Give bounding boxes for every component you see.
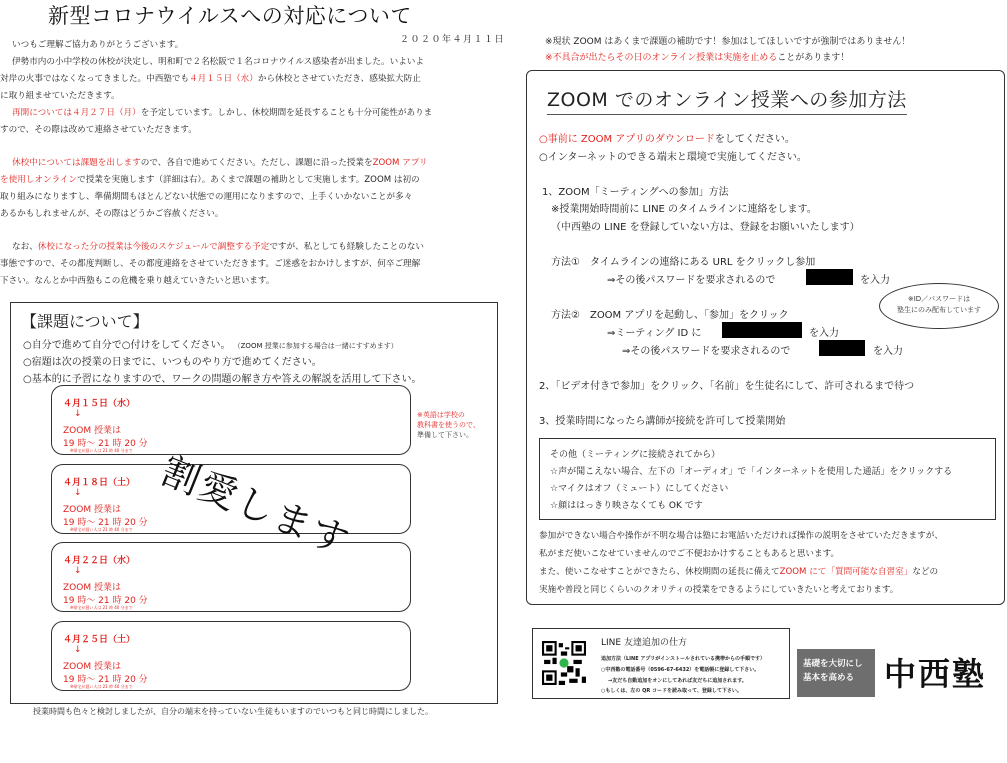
intro-p3-line1: 休校中については課題を出しますので、各自で進めてください。ただし、課題に沿った授業をZOOM アプリ xyxy=(12,158,428,168)
issue-date: ２０２０年４月１１日 xyxy=(400,35,506,45)
intro-p3-line4: あるかもしれませんが、その際はどうかご容赦ください。 xyxy=(0,209,224,219)
overlay-stamp-text: 割愛します xyxy=(155,448,358,565)
schedule-small-note: ※帰宅が遅い人は 21 時 40 分まで xyxy=(70,605,133,610)
closing-line-1: 参加ができない場合や操作が不明な場合は塾にお電話いただければ操作の説明をさせていただきますが、 xyxy=(539,531,943,541)
zoom-step-1: 1、ZOOM「ミーティングへの参加」方法 xyxy=(542,187,729,198)
closing-line-4: 実施や普段と同じくらいのクオリティの授業をできるようにしていきたいと考えております。 xyxy=(539,585,899,595)
line-step-4: ○もしくは、左の QR コードを読み取って、登録して下さい。 xyxy=(601,688,742,694)
enter-label: を入力 xyxy=(860,275,890,286)
zoom-method-1: 方法① タイムラインの連絡にある URL をクリックし参加 xyxy=(551,257,816,268)
zoom-optional-note: ※現状 ZOOM はあくまで課題の補助です！参加はしてほしいですが強制ではありません！ xyxy=(545,37,911,47)
schedule-small-note: ※帰宅が遅い人は 21 時 40 分まで xyxy=(70,448,133,453)
intro-p1-line2: 対岸の火事ではなくなってきました。中西塾でも４月１５日（水）から休校とさせていただき、感染拡大防止 xyxy=(0,74,421,84)
schedule-small-note: ※帰宅が遅い人は 21 時 40 分まで xyxy=(70,684,133,689)
arrow-down-icon: ↓ xyxy=(74,488,82,498)
schedule-date: ４月１５日（水） xyxy=(63,399,136,409)
page-title: 新型コロナウイルスへの対応について xyxy=(48,4,412,28)
line-step-1: 追加方法（LINE アプリがインストールされている携帯からの手順です） xyxy=(601,656,765,662)
schedule-zoom-label: ZOOM 授業は xyxy=(63,426,121,436)
redacted-password xyxy=(806,269,853,285)
zoom-heading: ZOOM でのオンライン授業への参加方法 xyxy=(547,85,907,115)
tip-face: ☆顔ははっきり映さなくても OK です xyxy=(550,501,703,511)
closing-line-3: また、使いこなせすことができたら、休校期間の延長に備えてZOOM にて「質問可能な自習室」などの xyxy=(539,567,939,577)
intro-p3-line3: 取り組みになりますし、準備期間もほとんどない状態での運用になりますので、上手くいかないことが多々 xyxy=(0,192,413,202)
zoom-method-2-password: ⇒その後パスワードを要求されるので xyxy=(622,346,791,357)
other-tips-box xyxy=(539,438,996,520)
schedule-card-1 xyxy=(51,385,411,455)
zoom-step-2: 2、「ビデオ付きで参加」をクリック、「名前」を生徒名にして、許可されるまで待つ xyxy=(539,381,915,392)
intro-p1-line3: に取り組ませていただきます。 xyxy=(0,91,120,101)
schedule-time: 19 時～ 21 時 20 分 xyxy=(63,675,148,685)
schedule-time: 19 時～ 21 時 20 分 xyxy=(63,439,148,449)
schedule-zoom-label: ZOOM 授業は xyxy=(63,505,121,515)
zoom-method-2: 方法② ZOOM アプリを起動し、「参加」をクリック xyxy=(551,310,789,321)
assignment-line-2: ○宿題は次の授業の日までに、いつものやり方で進めてください。 xyxy=(23,357,322,368)
other-tips-title: その他（ミーティングに接続されてから） xyxy=(550,450,721,460)
zoom-step-1-note: ※授業開始時間前に LINE のタイムラインに連絡をします。 xyxy=(551,204,817,215)
schedule-time: 19 時～ 21 時 20 分 xyxy=(63,596,148,606)
qr-code-icon[interactable] xyxy=(542,641,586,685)
redacted-password xyxy=(819,340,865,356)
malfunction-note: ※不具合が出たらその日のオンライン授業は実施を止めることがあります！ xyxy=(545,53,850,63)
arrow-down-icon: ↓ xyxy=(74,645,82,655)
intro-p2-line2: すので、その際は改めて連絡させていただきます。 xyxy=(0,125,197,135)
schedule-zoom-label: ZOOM 授業は xyxy=(63,583,121,593)
enter-label: を入力 xyxy=(873,346,903,357)
tip-audio: ☆声が聞こえない場合、左下の「オーディオ」で「インターネットを使用した通話」をクリックする xyxy=(550,467,953,477)
schedule-zoom-label: ZOOM 授業は xyxy=(63,662,121,672)
intro-p3-line2: を使用しオンラインで授業を実施します（詳細は右）。あくまで課題の補助として実施します。ZOOM は初の xyxy=(0,175,420,185)
arrow-down-icon: ↓ xyxy=(74,566,82,576)
schedule-card-4 xyxy=(51,621,411,691)
tip-mic: ☆マイクはオフ（ミュート）にしてください xyxy=(550,484,729,494)
intro-p4-line1: なお、休校になった分の授業は今後のスケジュールで調整する予定ですが、私としても経験したことのない xyxy=(12,242,425,252)
closing-line-2: 私がまだ使いこなせていませんのでご不便おかけすることもあると思います。 xyxy=(539,549,840,559)
assignment-heading: 【課題について】 xyxy=(21,312,149,331)
intro-p4-line3: 下さい。なんとか中西塾もこの危機を乗り越えていきたいと思います。 xyxy=(0,276,275,286)
assignment-line-1: ○自分で進めて自分で○付けをしてください。 （ZOOM 授業に参加する場合は一緒にすすめます） xyxy=(23,340,398,351)
schedule-date: ４月１８日（土） xyxy=(63,478,136,488)
arrow-down-icon: ↓ xyxy=(74,409,82,419)
schedule-card-3 xyxy=(51,542,411,612)
zoom-prep-1: ○事前に ZOOM アプリのダウンロードをしてください。 xyxy=(539,134,795,145)
brand-logo: 中西塾 xyxy=(884,655,987,693)
line-add-box xyxy=(532,628,790,699)
schedule-date: ４月２５日（土） xyxy=(63,635,136,645)
footer-note: 授業時間も色々と検討しましたが、自分の端末を持っていない生徒もいますのでいつもと同じ時間にしました。 xyxy=(33,707,433,716)
greeting: いつもご理解ご協力ありがとうございます。 xyxy=(12,40,184,50)
zoom-step-3: 3、授業時間になったら講師が接続を許可して授業開始 xyxy=(539,416,786,427)
assignment-line-3: ○基本的に予習になりますので、ワークの問題の解き方や答えの解説を活用して下さい。 xyxy=(23,374,422,385)
zoom-prep-2: ○インターネットのできる端末と環境で実施してください。 xyxy=(539,152,807,163)
schedule-small-note: ※帰宅が遅い人は 21 時 40 分まで xyxy=(70,527,133,532)
schedule-time: 19 時～ 21 時 20 分 xyxy=(63,518,148,528)
slogan-badge: 基礎を大切にし 基本を高める xyxy=(797,649,875,697)
intro-p1-line1: 伊勢市内の小中学校の休校が決定し、明和町で２名松阪で１名コロナウイルス感染者が出ました。いよいよ xyxy=(12,57,424,67)
redacted-meeting-id xyxy=(722,322,802,338)
line-step-2: ○中西塾の電話番号（0596-67-6432）を電話帳に登録して下さい。 xyxy=(601,667,760,673)
schedule-date: ４月２２日（水） xyxy=(63,556,136,566)
english-textbook-note: ※英語は学校の 教科書を使うので、 準備して下さい。 xyxy=(417,411,480,439)
intro-p4-line2: 事態ですので、その都度判断し、その都度連絡をさせていただきます。ご迷惑をおかけしますが、何卒ご理解 xyxy=(0,259,421,269)
zoom-method-2-id: ⇒ミーティング ID に xyxy=(607,328,702,339)
enter-label: を入力 xyxy=(809,328,839,339)
credentials-note-oval: ※ID／パスワードは 塾生にのみ配布しています xyxy=(879,283,999,329)
zoom-step-1-line-note: （中西塾の LINE を登録していない方は、登録をお願いいたします） xyxy=(551,222,860,233)
line-step-3: →友だち自動追加をオンにしてあれば友だちに追加されます。 xyxy=(608,678,747,684)
intro-p2-line1: 再開については４月２７日（月）を予定しています。しかし、休校期間を延長することも十分可能性がありま xyxy=(12,108,433,118)
line-title: LINE 友達追加の仕方 xyxy=(601,638,687,648)
zoom-method-1-password: ⇒その後パスワードを要求されるので xyxy=(607,275,776,286)
zoom-instructions-box xyxy=(526,70,1005,605)
